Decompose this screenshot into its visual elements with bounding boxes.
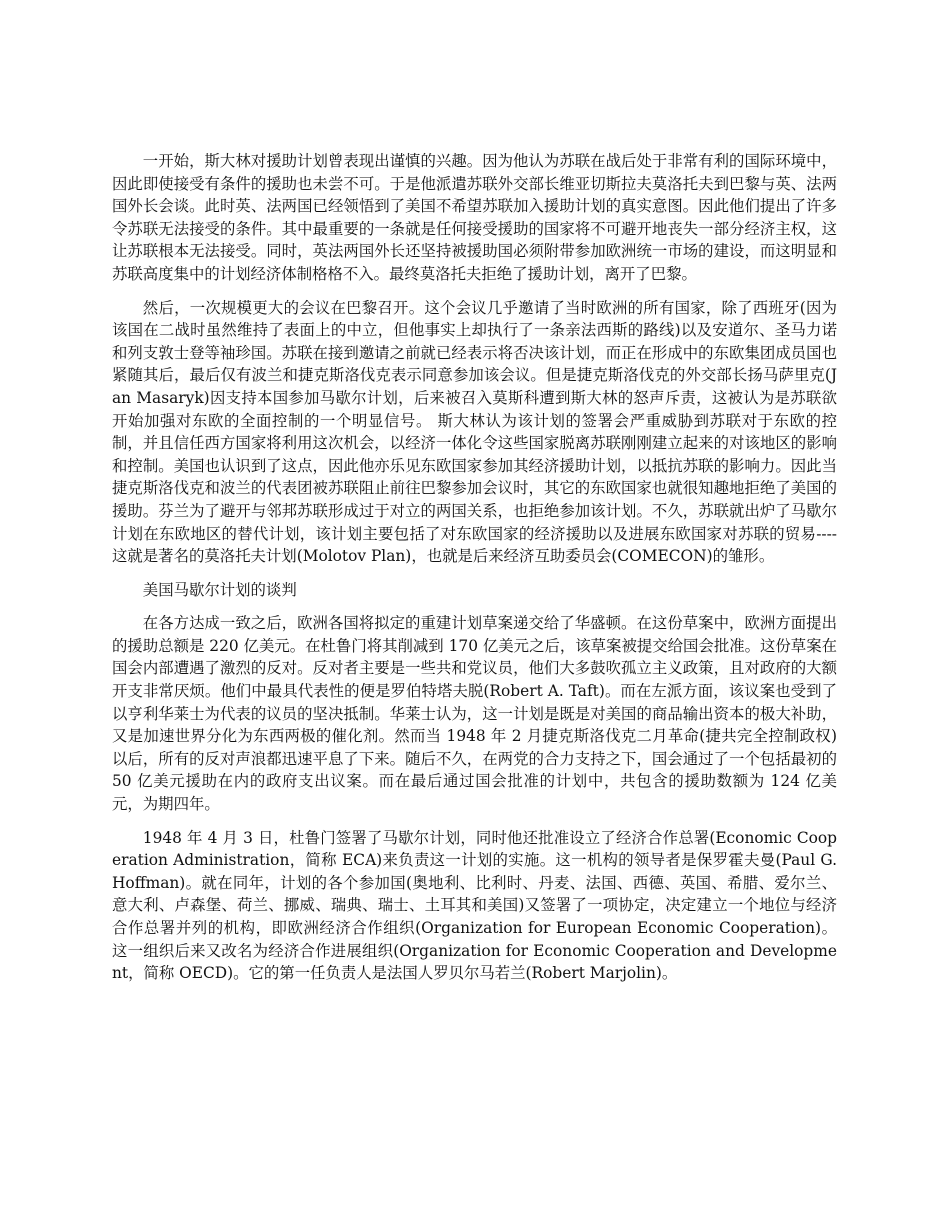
paragraph-paris-conference: 然后，一次规模更大的会议在巴黎召开。这个会议几乎邀请了当时欧洲的所有国家，除了西班牙(因为该国在二战时虽然维持了表面上的中立，但他事实上却执行了一条亲法西斯的路线)以及安道尔、圣马力诺和列支敦士登等袖珍国。苏联在接到邀请之前就已经表示将否决该计划，而正在形成中的东欧集团成员国也紧随其后，最后仅有波兰和捷克斯洛伐克表示同意参加该会议。但是捷克斯洛伐克的外交部长扬马萨里克(Jan Masaryk)因支持本国参加马歇尔计划，后来被召入莫斯科遭到斯大林的怒声斥责，这被认为是苏联欲开始加强对东欧的全面控制的一个明显信号。 斯大林认为该计划的签署会严重威胁到苏联对于东欧的控制，并且信任西方国家将利用这次机会，以经济一体化令这些国家脱离苏联刚刚建立起来的对该地区的影响和控制。美国也认识到了这点，因此他亦乐见东欧国家参加其经济援助计划，以抵抗苏联的影响力。因此当捷克斯洛伐克和波兰的代表团被苏联阻止前往巴黎参加会议时，其它的东欧国家也就很知趣地拒绝了美国的援助。芬兰为了避开与邻邦苏联形成过于对立的两国关系，也拒绝参加该计划。不久，苏联就出炉了马歇尔计划在东欧地区的替代计划，该计划主要包括了对东欧国家的经济援助以及进展东欧国家对苏联的贸易----这就是著名的莫洛托夫计划(Molotov Plan)，也就是后来经济互助委员会(COMECON)的雏形。	[112, 298, 837, 566]
document-body	[112, 150, 837, 996]
paragraph-congress-negotiation: 在各方达成一致之后，欧洲各国将拟定的重建计划草案递交给了华盛顿。在这份草案中，欧洲方面提出的援助总额是 220 亿美元。在杜鲁门将其削减到 170 亿美元之后，该草案被提交给国会批准。这份草案在国会内部遭遇了激烈的反对。反对者主要是一些共和党议员，他们大多鼓吹孤立主义政策，且对政府的大额开支非常厌烦。他们中最具代表性的便是罗伯特塔夫脱(Robert A. Taft)。而在左派方面，该议案也受到了以亨利华莱士为代表的议员的坚决抵制。华莱士认为，这一计划是既是对美国的商品输出资本的极大补助，又是加速世界分化为东西两极的催化剂。然而当 1948 年 2 月捷克斯洛伐克二月革命(捷共完全控制政权)以后，所有的反对声浪都迅速平息了下来。随后不久，在两党的合力支持之下，国会通过了一个包括最初的 50 亿美元援助在内的政府支出议案。而在最后通过国会批准的计划中，共包含的援助数额为 124 亿美元，为期四年。	[112, 614, 837, 814]
paragraph-stalin-initial-interest: 一开始，斯大林对援助计划曾表现出谨慎的兴趣。因为他认为苏联在战后处于非常有利的国际环境中，因此即使接受有条件的援助也未尝不可。于是他派遣苏联外交部长维亚切斯拉夫莫洛托夫到巴黎与英、法两国外长会谈。此时英、法两国已经领悟到了美国不希望苏联加入援助计划的真实意图。因此他们提出了许多令苏联无法接受的条件。其中最重要的一条就是任何接受援助的国家将不可避开地丧失一部分经济主权，这让苏联根本无法接受。同时，英法两国外长还坚持被援助国必须附带参加欧洲统一市场的建设，而这明显和苏联高度集中的计划经济体制格格不入。最终莫洛托夫拒绝了援助计划，离开了巴黎。	[112, 152, 837, 283]
section-heading: 美国马歇尔计划的谈判	[142, 580, 297, 599]
paragraph-eca-oeec: 1948 年 4 月 3 日，杜鲁门签署了马歇尔计划，同时他还批准设立了经济合作总署(Economic Cooperation Administration，简称 ECA)来负责这一计划的实施。这一机构的领导者是保罗霍夫曼(Paul G. Hoffman)。就在同年，计划的各个参加国(奥地利、比利时、丹麦、法国、西德、英国、希腊、爱尔兰、意大利、卢森堡、荷兰、挪威、瑞典、瑞士、土耳其和美国)又签署了一项协定，决定建立一个地位与经济合作总署并列的机构，即欧洲经济合作组织(Organization for European Economic Cooperation)。这一组织后来又改名为经济合作进展组织(Organization for Economic Cooperation and Development，简称 OECD)。它的第一任负责人是法国人罗贝尔马若兰(Robert Marjolin)。	[112, 828, 837, 983]
